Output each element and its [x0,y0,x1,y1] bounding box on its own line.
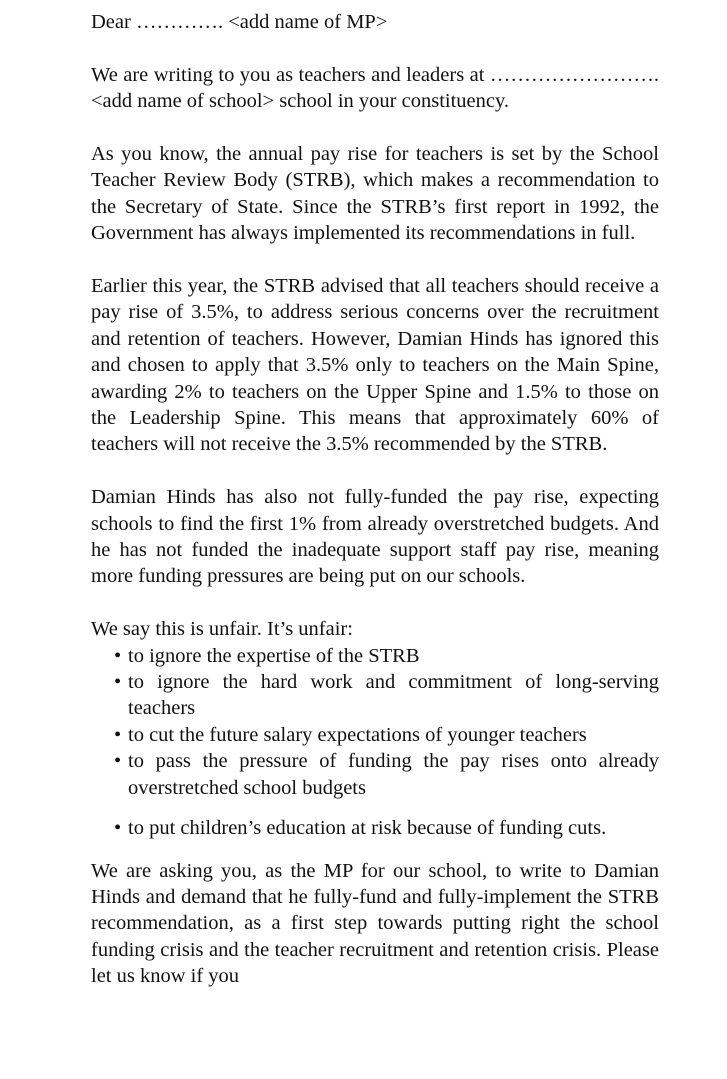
list-item-text: to pass the pressure of funding the pay rises onto already overstretched school budgets [128,750,659,799]
list-item [91,748,659,801]
list-item [91,722,659,748]
salutation: Dear …………. <add name of MP> [91,11,388,33]
bullet-icon: • [114,723,122,746]
list-item-text: to ignore the expertise of the STRB [128,644,420,667]
bullet-icon: • [114,817,122,840]
list-item-text: to ignore the hard work and commitment of long-serving teachers [128,671,659,720]
pay-rise-paragraph: Earlier this year, the STRB advised that all teachers should receive a pay rise of 3.5%, to address serious concerns over the recruitment and retention of teachers. However, Damian Hinds has ignored this and chosen to apply that 3.5% only to teachers on the Main Spine, awarding 2% to teachers on the Upper Spine and 1.5% to those on the Leadership Spine. This means that approximately 60% of teachers will not receive the 3.5% recommended by the STRB. [91,275,659,456]
intro-paragraph: We are writing to you as teachers and leaders at ……………………. <add name of school> school in your constituency. [91,63,659,113]
ask-paragraph: We are asking you, as the MP for our school, to write to Damian Hinds and demand that he fully-fund and fully-implement the STRB recommendation, as a first step towards putting right the school funding crisis and the teacher recruitment and retention crisis. Please let us know if you [91,859,659,988]
list-item-text: to put children’s education at risk because of funding cuts. [128,817,607,840]
bullet-icon: • [114,671,122,694]
list-item [91,643,659,669]
list-item [91,669,659,722]
bullet-icon: • [114,644,122,667]
strb-paragraph: As you know, the annual pay rise for teachers is set by the School Teacher Review Body (STRB), which makes a recommendation to the Secretary of State. Since the STRB’s first report in 1992, the Government has always implemented its recommendations in full. [91,143,659,245]
funding-paragraph: Damian Hinds has also not fully-funded the pay rise, expecting schools to find the first 1% from already overstretched budgets. And he has not funded the inadequate support staff pay rise, meaning more funding pressures are being put on our schools. [91,486,659,588]
bullet-icon: • [114,750,122,773]
unfair-lead: We say this is unfair. It’s unfair: [91,618,353,641]
list-item [91,815,659,841]
unfair-list [91,643,659,842]
list-item-text: to cut the future salary expectations of younger teachers [128,723,587,746]
letter-body [91,9,659,1016]
